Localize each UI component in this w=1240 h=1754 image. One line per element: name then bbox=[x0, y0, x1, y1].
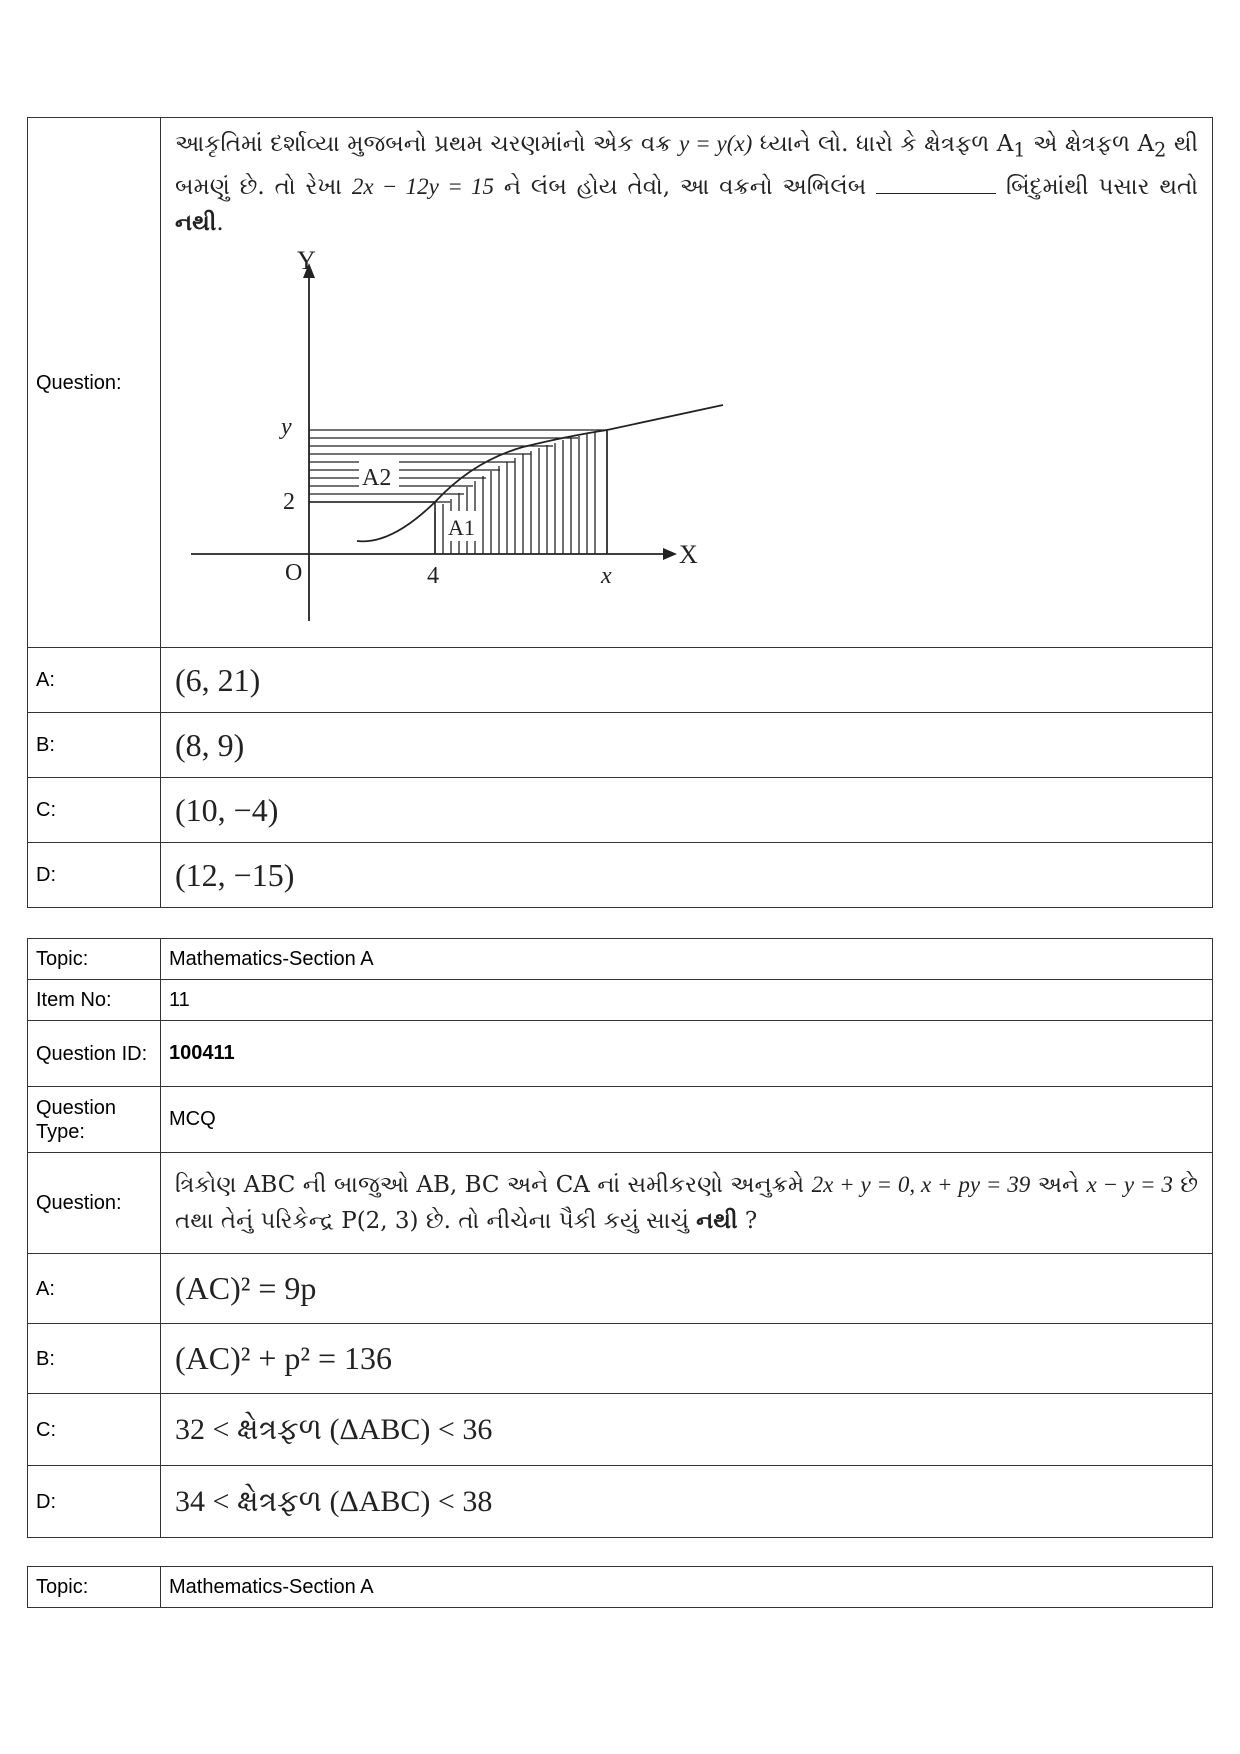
y-value-label: y bbox=[281, 413, 292, 440]
curve-figure bbox=[173, 251, 813, 631]
topic-value: Mathematics-Section A bbox=[161, 939, 1213, 980]
a2-label: A2 bbox=[362, 464, 392, 491]
item-no-value: 11 bbox=[161, 980, 1213, 1021]
question-text: ત્રિકોણ ABC ની બાજુઓ AB, BC અને CA નાં સમીકરણો અનુક્રમે 2x + y = 0, x + py = 39 અને x − y = 3 છે તથા તેનું પરિકેન્દ્ર P(2, 3) છે. તો નીચેના પૈકી કયું સાચું નથી ? bbox=[161, 1153, 1213, 1254]
option-d-label: D: bbox=[28, 843, 161, 908]
curve-expression: y = y(x) bbox=[678, 131, 753, 156]
equation-3: x − y = 3 bbox=[1086, 1172, 1173, 1197]
topic-label: Topic: bbox=[28, 939, 161, 980]
option-d-value: 34 < ક્ષેત્રફળ (ΔABC) < 38 bbox=[161, 1466, 1213, 1538]
option-c-value: (10, −4) bbox=[161, 778, 1213, 843]
x-axis-arrow bbox=[663, 548, 677, 560]
item-no-label: Item No: bbox=[28, 980, 161, 1021]
curve-path bbox=[357, 405, 723, 541]
option-a-value: (AC)² = 9p bbox=[161, 1254, 1213, 1324]
equation-1: 2x + y = 0, x + py = 39 bbox=[811, 1172, 1031, 1197]
question-statement: આકૃતિમાં દર્શાવ્યા મુજબનો પ્રથમ ચરણમાંનો એક વક્ર y = y(x) ધ્યાને લો. ધારો કે ક્ષેત્રફળ $A_1$ એ ક્ષેત્રફળ $A_2$ થી બમણું છે. તો રેખા 2x − 12y = 15 ને લંબ હોય તેવો, આ વક્રનો અભિલંબ બિંદુમાંથી પસાર થતો નથી. bbox=[175, 131, 1199, 236]
option-b-value: (AC)² + p² = 136 bbox=[161, 1324, 1213, 1394]
question-label: Question: bbox=[28, 118, 161, 648]
option-c-label: C: bbox=[28, 1394, 161, 1466]
question-block-2 bbox=[27, 938, 1213, 1538]
option-b-value: (8, 9) bbox=[161, 713, 1213, 778]
question-id-value: 100411 bbox=[161, 1021, 1213, 1087]
x-tick-label: 4 bbox=[427, 562, 439, 589]
a1-label: A1 bbox=[448, 514, 475, 540]
a2-hatching bbox=[309, 430, 607, 502]
line-expression: 2x − 12y = 15 bbox=[351, 173, 495, 199]
question-label: Question: bbox=[28, 1153, 161, 1254]
question-block-1 bbox=[27, 117, 1213, 908]
question-type-label: Question Type: bbox=[28, 1087, 161, 1153]
option-c-label: C: bbox=[28, 778, 161, 843]
answer-blank bbox=[876, 171, 996, 194]
option-b-label: B: bbox=[28, 713, 161, 778]
question-type-value: MCQ bbox=[161, 1087, 1213, 1153]
option-a-label: A: bbox=[28, 1254, 161, 1324]
option-d-value: (12, −15) bbox=[161, 843, 1213, 908]
option-a-label: A: bbox=[28, 648, 161, 713]
axis-x-label: X bbox=[679, 539, 698, 569]
y-tick-label: 2 bbox=[283, 488, 295, 515]
question-id-label: Question ID: bbox=[28, 1021, 161, 1087]
axis-y-label: Y bbox=[297, 250, 316, 275]
x-value-label: x bbox=[601, 562, 612, 589]
question-block-3 bbox=[27, 1566, 1213, 1608]
topic-label: Topic: bbox=[28, 1567, 161, 1608]
topic-value: Mathematics-Section A bbox=[161, 1567, 1213, 1608]
option-b-label: B: bbox=[28, 1324, 161, 1394]
option-a-value: (6, 21) bbox=[161, 648, 1213, 713]
option-d-label: D: bbox=[28, 1466, 161, 1538]
question-text bbox=[161, 118, 1213, 648]
origin-label: O bbox=[285, 559, 303, 586]
option-c-value: 32 < ક્ષેત્રફળ (ΔABC) < 36 bbox=[161, 1394, 1213, 1466]
